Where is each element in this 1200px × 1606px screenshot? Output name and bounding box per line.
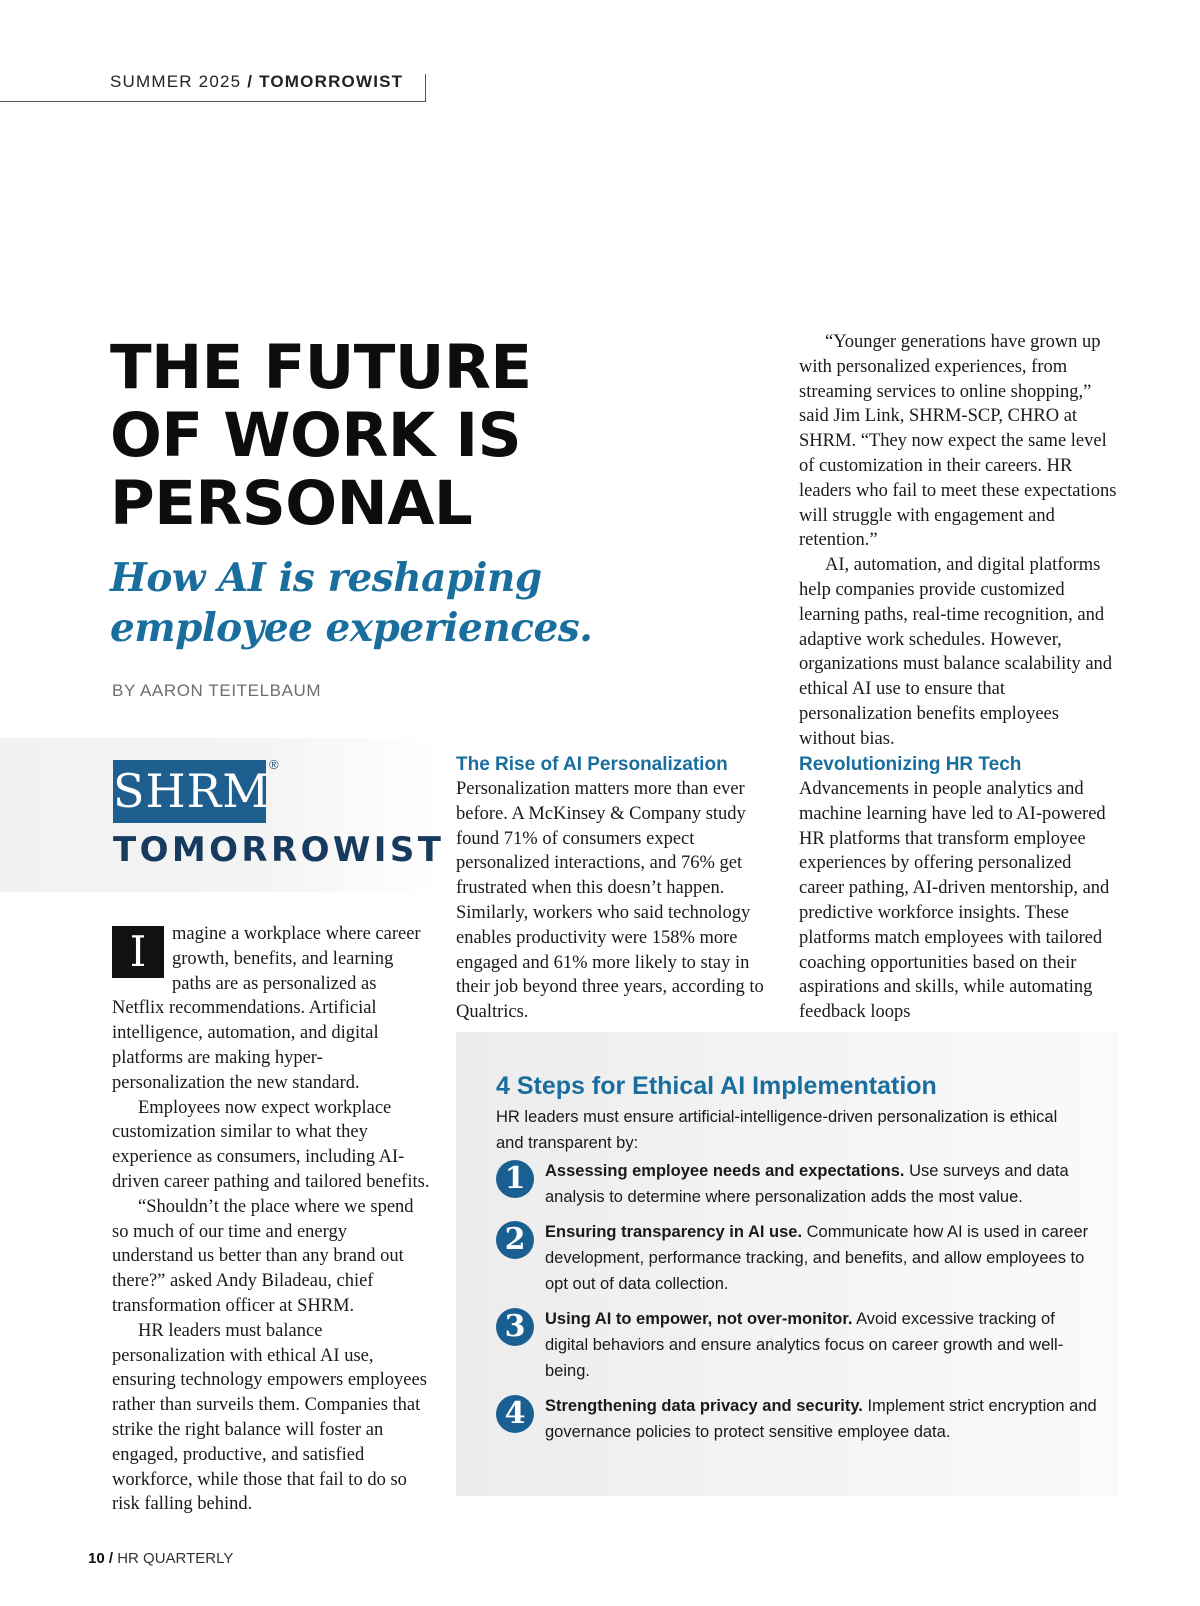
- step-lead: Strengthening data privacy and security.: [545, 1397, 863, 1415]
- intro-paragraph-text: magine a workplace where career growth, benefits, and learning paths are as personalized as Netflix recommendations. Artificial intelligence, automation, and digital platforms are making hyper-personalization the new standard.: [112, 924, 421, 1093]
- paragraph: Advancements in people analytics and machine learning have led to AI-powered HR platforms that transform employee experiences by offering personalized career pathing, AI-driven mentorship, and predictive workforce insights. These platforms match employees with tailored coaching opportunities based on their aspirations and skills, while automating feedback loops: [799, 779, 1110, 1023]
- steps-title: 4 Steps for Ethical AI Implementation: [496, 1072, 937, 1100]
- header-rule: [0, 101, 426, 102]
- quote-paragraph: “Younger generations have grown up with personalized experiences, from streaming services to online shopping,” said Jim Link, SHRM-SCP, CHRO at SHRM. “They now expect the same level of customization in their careers. HR leaders who fail to meet these expectations will struggle with engagement and retention.”: [799, 332, 1117, 551]
- issue-label: SUMMER 2025: [110, 72, 242, 91]
- step-body: Avoid excessive tracking of digital behaviors and ensure analytics focus on career growth and well-being.: [545, 1310, 1064, 1380]
- step-body: Communicate how AI is used in career development, performance tracking, and benefits, and allow employees to opt out of data collection.: [545, 1223, 1089, 1293]
- column-1: [112, 922, 430, 1517]
- step-lead: Ensuring transparency in AI use.: [545, 1223, 803, 1241]
- header-separator: /: [247, 72, 254, 91]
- paragraph: Personalization matters more than ever before. A McKinsey & Company study found 71% of consumers expect personalized interactions, and 76% get frustrated when this doesn’t happen. Similarly, workers who said technology enables productivity were 158% more engaged and 61% more likely to stay in their job beyond three years, according to Qualtrics.: [456, 779, 764, 1023]
- paragraph: “Shouldn’t the place where we spend so much of our time and energy understand us better than any brand out there?” asked Andy Biladeau, chief transformation officer at SHRM.: [112, 1196, 414, 1316]
- magazine-name: TOMORROWIST: [259, 72, 404, 91]
- page-number: 10: [88, 1550, 105, 1567]
- step-body: Use surveys and data analysis to determine where personalization adds the most value.: [545, 1162, 1069, 1206]
- page-footer: [88, 1550, 233, 1567]
- step-text: [545, 1306, 1100, 1384]
- running-header: [110, 72, 403, 92]
- header-tick: [425, 74, 426, 102]
- article-subtitle: How AI is reshaping employee experiences.: [110, 555, 593, 651]
- section-heading-hr-tech: Revolutionizing HR Tech: [799, 754, 1022, 775]
- shrm-logo: SHRM: [113, 760, 266, 823]
- paragraph: HR leaders must balance personalization with ethical AI use, ensuring technology empowers employees rather than surveils them. Companies that strike the right balance will foster an engaged, productive, and satisfied workforce, while those that fail to do so risk falling behind.: [112, 1320, 427, 1515]
- steps-intro: HR leaders must ensure artificial-intelligence-driven personalization is ethical and transparent by:: [496, 1108, 1058, 1152]
- byline: BY AARON TEITELBAUM: [112, 681, 322, 700]
- step-text: [545, 1158, 1100, 1210]
- column-3: [799, 752, 1119, 1025]
- step-lead: Assessing employee needs and expectations.: [545, 1162, 905, 1180]
- step-number: 2: [496, 1221, 534, 1259]
- paragraph: AI, automation, and digital platforms help companies provide customized learning paths, real-time recognition, and adaptive work schedules. However, organizations must balance scalability and ethical AI use to ensure that personalization benefits employees without bias.: [799, 555, 1113, 749]
- step-lead: Using AI to empower, not over-monitor.: [545, 1310, 853, 1328]
- tomorrowist-logo: TOMORROWIST: [113, 830, 445, 870]
- step-body: Implement strict encryption and governance policies to protect sensitive employee data.: [545, 1397, 1097, 1441]
- intro-paragraph: [112, 922, 430, 1096]
- registered-mark: ®: [269, 757, 279, 772]
- section-heading-rise: The Rise of AI Personalization: [456, 754, 728, 775]
- footer-separator: /: [108, 1550, 114, 1567]
- column-2: [456, 752, 774, 1025]
- paragraph: Employees now expect workplace customization similar to what they experience as consumers, including AI-driven career pathing and tailored benefits.: [112, 1097, 430, 1192]
- column-3-top: [799, 330, 1119, 752]
- step-number: 3: [496, 1308, 534, 1346]
- step-number: 1: [496, 1160, 534, 1198]
- step-text: [545, 1393, 1100, 1445]
- drop-cap: I: [112, 926, 164, 978]
- step-number: 4: [496, 1395, 534, 1433]
- article-headline: THE FUTURE OF WORK IS PERSONAL: [110, 332, 532, 539]
- step-text: [545, 1219, 1100, 1297]
- publication-name: HR QUARTERLY: [117, 1550, 234, 1567]
